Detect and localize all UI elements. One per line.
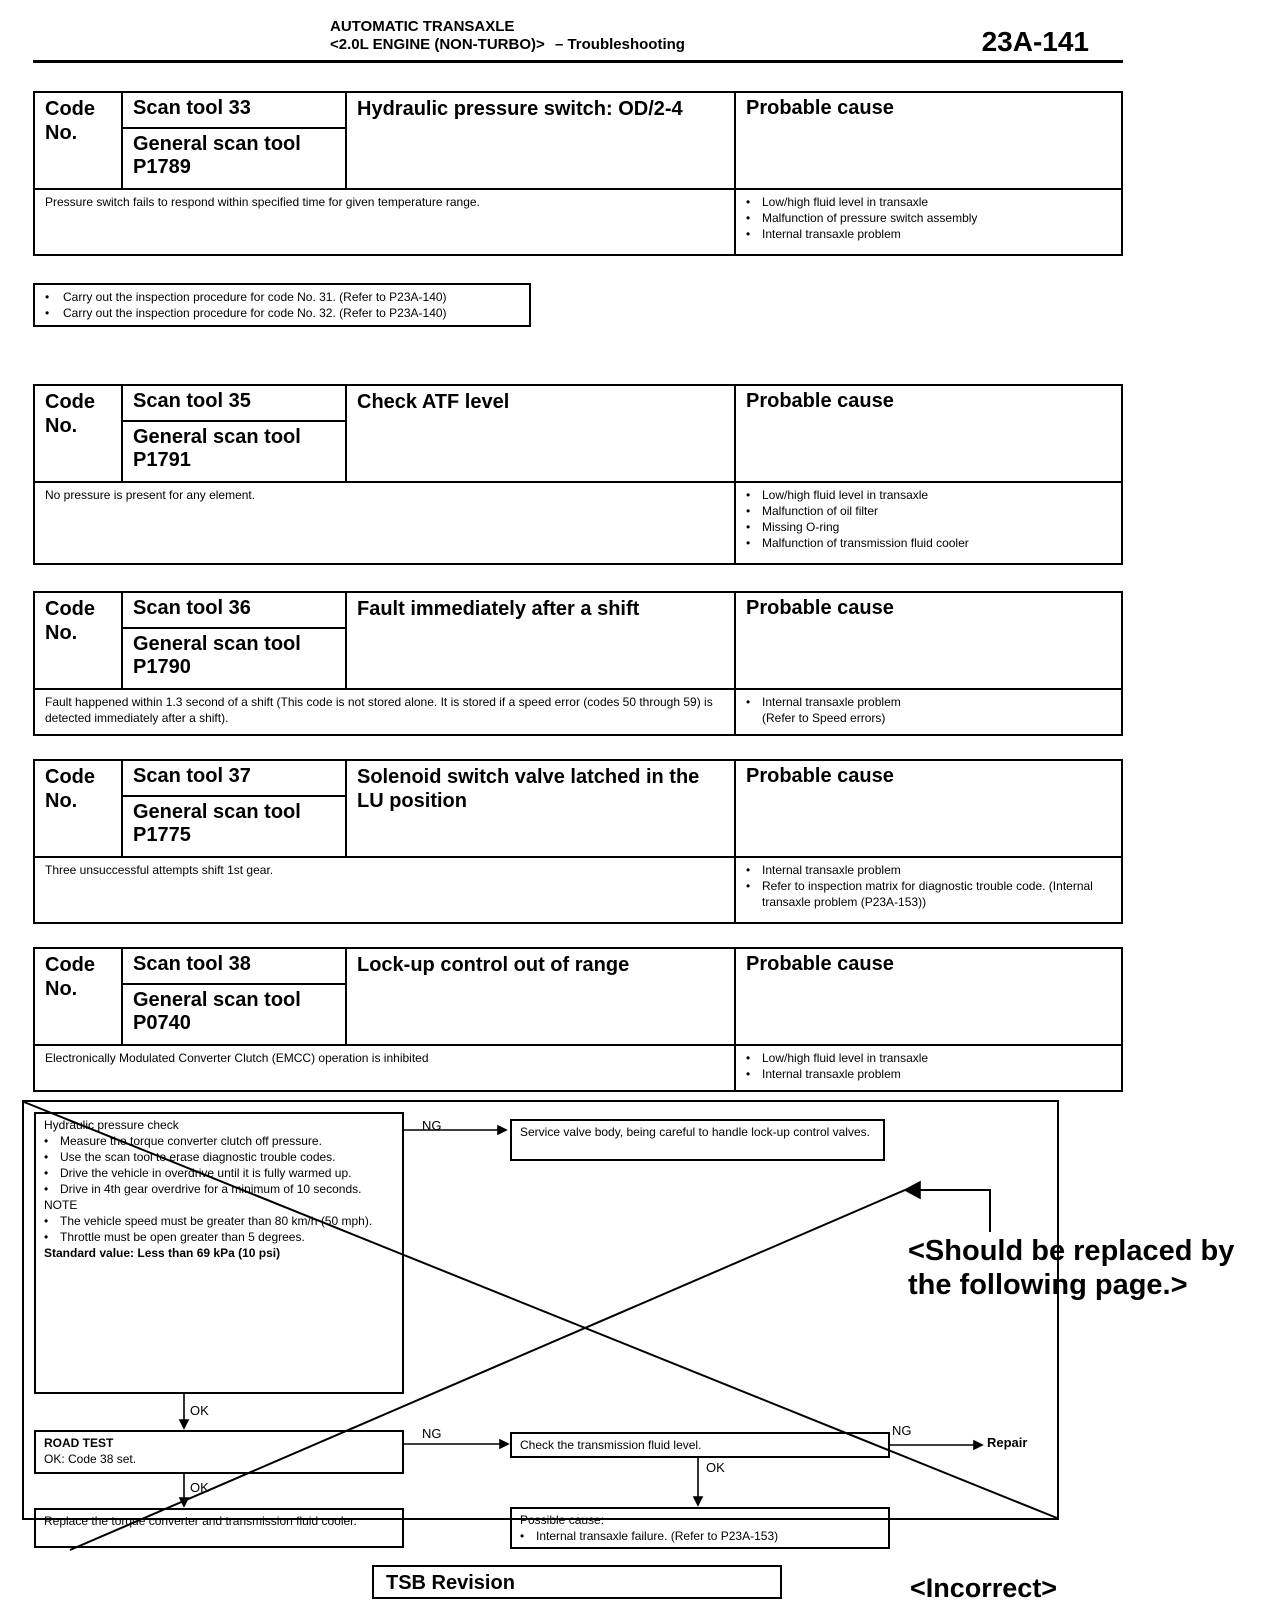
annotation-arrow-head: [905, 1182, 920, 1198]
cause-note: (Refer to Speed errors): [762, 711, 886, 725]
dtc-description: No pressure is present for any element.: [35, 483, 736, 563]
cause-item: • Internal transaxle problem: [746, 862, 1111, 878]
page-number: 23A-141: [981, 26, 1089, 57]
inspection-note-item: • Carry out the inspection procedure for code No. 32. (Refer to P23A-140): [45, 305, 519, 321]
ng-label: NG: [892, 1423, 912, 1438]
note-label: NOTE: [44, 1198, 78, 1212]
cause-item: • Malfunction of oil filter: [746, 503, 1111, 519]
scan-tool-label: Scan tool 37: [123, 761, 345, 797]
general-scan-tool-label: General scan tool P1789: [133, 133, 301, 178]
hydraulic-step: • Drive the vehicle in overdrive until it is fully warmed up.: [44, 1165, 394, 1181]
possible-cause-item: • Internal transaxle failure. (Refer to P23A-153): [520, 1528, 880, 1544]
arrow-head: [180, 1420, 188, 1428]
tsb-revision-box: TSB Revision: [372, 1565, 782, 1599]
arrow-head: [694, 1497, 702, 1505]
dtc-description: Fault happened within 1.3 second of a shift (This code is not stored alone. It is stored if a speed error (codes 50 through 59) is detected immediately after a shift).: [35, 690, 736, 734]
dtc-description: Pressure switch fails to respond within specified time for given temperature range.: [35, 190, 736, 254]
code-no-label: Code No.: [35, 593, 123, 688]
possible-cause-title: Possible cause:: [520, 1513, 605, 1527]
general-scan-tool-label: General scan tool P1790: [133, 633, 301, 678]
dtc-title: Solenoid switch valve latched in the LU position: [347, 761, 736, 856]
code-no-label: Code No.: [35, 949, 123, 1044]
probable-cause-heading: Probable cause: [746, 97, 894, 119]
cause-item: • Low/high fluid level in transaxle: [746, 487, 1111, 503]
check-fluid-text: Check the transmission fluid level.: [520, 1438, 702, 1452]
cross-out-line: [24, 1102, 1057, 1518]
ok-label: OK: [706, 1460, 725, 1475]
scan-tool-label: Scan tool 38: [123, 949, 345, 985]
header-title-line1: AUTOMATIC TRANSAXLE: [330, 18, 515, 35]
note-item: • Throttle must be open greater than 5 degrees.: [44, 1229, 394, 1245]
hydraulic-check-title: Hydraulic pressure check: [44, 1118, 179, 1132]
ng-label: NG: [422, 1426, 442, 1441]
replacement-annotation: <Should be replaced by the following page.>: [908, 1235, 1235, 1301]
scan-tool-label: Scan tool 33: [123, 93, 345, 129]
cause-item: • Internal transaxle problem: [746, 226, 1111, 242]
cause-item: • Malfunction of pressure switch assembly: [746, 210, 1111, 226]
ok-label: OK: [190, 1480, 209, 1495]
replace-text: Replace the torque converter and transmission fluid cooler.: [44, 1514, 357, 1528]
dtc-title: Lock-up control out of range: [347, 949, 736, 1044]
probable-cause-heading: Probable cause: [746, 765, 894, 787]
cause-item: • Malfunction of transmission fluid cooler: [746, 535, 1111, 551]
header-title-section: – Troubleshooting: [554, 36, 685, 53]
hydraulic-step: • Measure the torque converter clutch off pressure.: [44, 1133, 394, 1149]
dtc-title: Hydraulic pressure switch: OD/2-4: [347, 93, 736, 188]
cause-item: • Refer to inspection matrix for diagnostic trouble code. (Internal transaxle problem (P23A-153)): [746, 878, 1111, 910]
arrow-head: [498, 1126, 506, 1134]
standard-value: Standard value: Less than 69 kPa (10 psi): [44, 1246, 281, 1260]
ok-label: OK: [190, 1403, 209, 1418]
dtc-title: Check ATF level: [347, 386, 736, 481]
inspection-note-item: • Carry out the inspection procedure for code No. 31. (Refer to P23A-140): [45, 289, 519, 305]
cause-item: • Internal transaxle problem: [746, 694, 1111, 710]
cause-item: • Internal transaxle problem: [746, 1066, 1111, 1082]
general-scan-tool-label: General scan tool P1775: [133, 801, 301, 846]
road-test-title: ROAD TEST: [44, 1436, 114, 1450]
cause-item: • Low/high fluid level in transaxle: [746, 1050, 1111, 1066]
code-no-label: Code No.: [35, 386, 123, 481]
probable-cause-heading: Probable cause: [746, 597, 894, 619]
road-test-ok: OK: Code 38 set.: [44, 1452, 137, 1466]
dtc-description: Three unsuccessful attempts shift 1st gear.: [35, 858, 736, 922]
dtc-title: Fault immediately after a shift: [347, 593, 736, 688]
cross-out-line: [70, 1190, 905, 1550]
arrow-head: [500, 1440, 508, 1448]
cause-item: • Missing O-ring: [746, 519, 1111, 535]
header-title-line2: <2.0L ENGINE (NON-TURBO)>: [330, 36, 545, 53]
probable-cause-heading: Probable cause: [746, 390, 894, 412]
probable-cause-heading: Probable cause: [746, 953, 894, 975]
cause-item: • Low/high fluid level in transaxle: [746, 194, 1111, 210]
note-item: • The vehicle speed must be greater than 80 km/h (50 mph).: [44, 1213, 394, 1229]
dtc-description: Electronically Modulated Converter Clutch (EMCC) operation is inhibited: [35, 1046, 736, 1090]
repair-label: Repair: [987, 1435, 1028, 1450]
hydraulic-step: • Use the scan tool to erase diagnostic trouble codes.: [44, 1149, 394, 1165]
arrow-head: [974, 1441, 982, 1449]
general-scan-tool-label: General scan tool P0740: [133, 989, 301, 1034]
hydraulic-step: • Drive in 4th gear overdrive for a minimum of 10 seconds.: [44, 1181, 394, 1197]
scan-tool-label: Scan tool 36: [123, 593, 345, 629]
code-no-label: Code No.: [35, 761, 123, 856]
incorrect-annotation: <Incorrect>: [910, 1573, 1058, 1603]
scan-tool-label: Scan tool 35: [123, 386, 345, 422]
service-valve-text: Service valve body, being careful to handle lock-up control valves.: [520, 1125, 870, 1139]
annotation-arrow-line: [915, 1190, 990, 1232]
code-no-label: Code No.: [35, 93, 123, 188]
ng-label: NG: [422, 1118, 442, 1133]
general-scan-tool-label: General scan tool P1791: [133, 426, 301, 471]
